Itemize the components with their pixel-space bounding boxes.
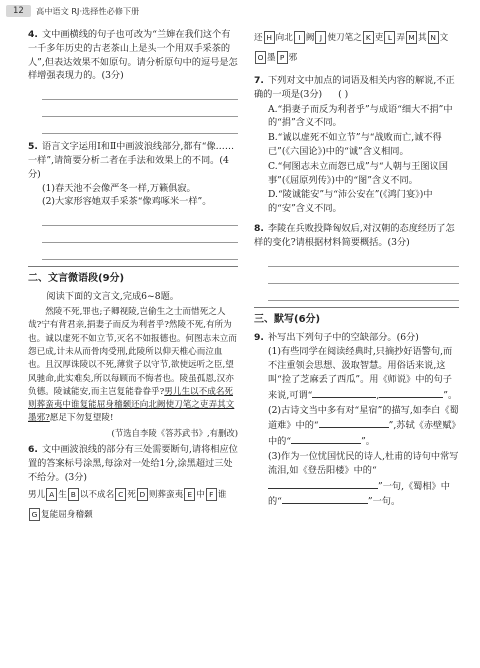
section-intro: 阅读下面的文言文,完成6~8题。	[46, 291, 179, 303]
option-box[interactable]: D	[137, 488, 148, 501]
question-6	[28, 443, 238, 524]
sentence-chunk: 中	[196, 489, 205, 500]
fill-item-1: (1)有些同学在阅读经典时,只摘抄好语警句,而不注重领会思想、汲取智慧。用俗话来说,这叫“捡了芝麻丢了西瓜”。用《师说》中的句子来说,可谓“ , ”。	[268, 346, 458, 401]
wavy-underlined-text: 男儿生以不成名死则葬蛮夷中谁复能屈身稽颡还向北阙使刀笔之吏弄其文墨邪?	[28, 386, 235, 424]
sentence-chunk: 墨	[267, 53, 276, 63]
option-box[interactable]: G	[29, 508, 40, 521]
left-column	[28, 28, 238, 531]
sentence-chunk: 吏	[374, 33, 384, 43]
option-box[interactable]: E	[184, 488, 195, 501]
sentence-chunk: 谁	[217, 489, 227, 500]
option-box[interactable]: P	[277, 51, 288, 64]
question-text: 文中画横线的句子也可改为“兰婶在我们这个有一千多年历史的古老茶山上是头一个用双手采茶的人”,但表达效果不如原句。请分析原句中的逗号是怎样增强表现力的。(3分)	[28, 29, 238, 82]
option-box[interactable]: H	[264, 31, 275, 44]
question-text: 李陵在兵败投降匈奴后,对汉朝的态度经历了怎样的变化?请根据材料简要概括。(3分)	[254, 222, 455, 248]
option-box[interactable]: I	[294, 31, 305, 44]
sentence-2: (2)大家形容她双手采茶“像鸡啄米一样”。	[42, 196, 212, 208]
option-d[interactable]: D.“陵诚能安”与“沛公安在”(《鸿门宴》)中的“安”含义不同。	[268, 189, 433, 215]
question-number: 4.	[28, 29, 38, 40]
classical-passage	[28, 306, 238, 426]
sentence-chunk: 向北	[275, 33, 293, 43]
question-9	[254, 331, 459, 510]
question-8	[254, 222, 459, 301]
sentence-chunk: 弄	[396, 33, 406, 43]
item-text: (1)有些同学在阅读经典时,只摘抄好语警句,而不注重领会思想、汲取智慧。用俗话来说,这叫“捡了芝麻丢了西瓜”。用《师说》中的句子来说,可谓“	[268, 346, 453, 401]
sentence-chunk: 还	[254, 33, 263, 43]
sentence-chunk: 文	[439, 33, 449, 43]
punctuation-sentence	[28, 485, 238, 525]
page-header	[0, 0, 480, 22]
fill-item-3	[268, 450, 459, 509]
option-box[interactable]: N	[428, 31, 439, 44]
page-number: 12	[6, 5, 31, 17]
sentence-chunk: 则葬蛮夷	[148, 489, 184, 500]
answer-line[interactable]	[268, 267, 459, 284]
option-box[interactable]: A	[46, 488, 57, 501]
sentence-chunk: 男儿	[28, 489, 46, 500]
question-number: 7.	[254, 75, 264, 86]
item-text: (3)作为一位忧国忧民的诗人,杜甫的诗句中常写流泪,如《登岳阳楼》中的“	[268, 450, 459, 476]
question-text: 补写出下列句子中的空缺部分。(6分)	[268, 331, 419, 343]
sentence-chunk: 其	[418, 33, 427, 43]
passage-text: 愿足下勿复望陵!	[49, 413, 114, 424]
option-box[interactable]: M	[406, 31, 417, 44]
question-number: 6.	[28, 444, 38, 456]
item-text: ”一句。	[367, 496, 401, 508]
blank-field[interactable]	[312, 387, 376, 398]
option-b[interactable]: B.“诚以虚死不如立节”与“战败而亡,诚不得已”(《六国论》)中的“诚”含义相同。	[268, 132, 442, 157]
answer-parentheses[interactable]: ( )	[338, 88, 349, 100]
question-4	[28, 28, 238, 134]
section-heading: 二、文言微语段(9分)	[28, 266, 238, 286]
question-7	[254, 74, 459, 216]
item-text: ”。	[443, 389, 458, 401]
sentence-1: (1)春天池不会像严冬一样,万籁俱寂。	[42, 182, 196, 194]
question-text: 下列对文中加点的词语及相关内容的解说,不正确的一项是(3分)	[254, 75, 455, 100]
sentence-chunk: 以不成名	[79, 489, 115, 500]
blank-field[interactable]	[268, 478, 378, 489]
question-number: 9.	[254, 331, 264, 343]
option-box[interactable]: L	[384, 31, 395, 44]
sentence-chunk: 阙	[305, 33, 315, 43]
sentence-chunk: 邪	[288, 53, 298, 63]
option-box[interactable]: B	[68, 488, 79, 501]
option-box[interactable]: K	[363, 31, 374, 44]
blank-field[interactable]	[319, 417, 389, 428]
item-text: ”,苏轼《赤壁赋》中的“	[268, 420, 456, 448]
punctuation-sentence-continued	[254, 28, 459, 68]
question-text: 文中画波浪线的部分有三处需要断句,请将相应位置的答案标号涂黑,每涂对一处给1分,涂黑超过三处不给分。(3分)	[28, 444, 238, 483]
option-box[interactable]: J	[315, 31, 326, 44]
answer-line[interactable]	[42, 83, 238, 100]
passage-source: (节选自李陵《答苏武书》,有删改)	[111, 427, 238, 438]
blank-field[interactable]	[291, 433, 361, 444]
question-number: 8.	[254, 222, 264, 234]
answer-line[interactable]	[42, 209, 238, 226]
sentence-chunk: 生	[58, 489, 67, 500]
section-heading: 三、默写(6分)	[254, 307, 459, 327]
question-5	[28, 140, 238, 260]
sentence-chunk: 死	[127, 489, 136, 500]
question-text: 语言文字运用Ⅰ和Ⅱ中画波浪线部分,都有“像……一样”,请简要分析二者在手法和效果上的不同。(4分)	[28, 141, 235, 180]
answer-line[interactable]	[42, 243, 238, 260]
answer-line[interactable]	[42, 117, 238, 134]
option-box[interactable]: F	[206, 488, 217, 501]
option-c[interactable]: C.“何图志未立而怨已成”与“人朝与王图议国事”(《屈原列传》)中的“图”含义不同。	[268, 160, 448, 186]
blank-field[interactable]	[282, 493, 368, 504]
item-text: ”一句,《蜀相》中的“	[268, 480, 450, 508]
blank-field[interactable]	[379, 387, 443, 398]
question-number: 5.	[28, 141, 38, 153]
item-text: (2)古诗文当中多有对“星宿”的描写,如李白《蜀道难》中的“	[268, 404, 459, 432]
answer-line[interactable]	[42, 226, 238, 243]
option-box[interactable]: O	[255, 51, 266, 64]
passage-text: 然陵不死,罪也;子卿视陵,岂偷生之士而惜死之人哉?宁有背君亲,捐妻子而反为利者乎?然陵不死,有所为也。诚以虚死不如立节,灭名不如报德也。何图志未立而怨已成,计未从而骨肉受刑,此陵所以仰天椎心而泣血也。且汉厚诛陵以不死,薄赏子以守节,欲使远听之臣,望风驰命,此实难矣,所以每顾而不悔者也。陵虽孤恩,汉亦负德。陵诚能安,而主岂复能眷眷乎?	[28, 306, 237, 397]
option-a[interactable]: A.“捐妻子而反为利者乎”与成语“细大不捐”中的“捐”含义不同。	[268, 103, 453, 129]
right-column	[254, 28, 459, 515]
header-title: 高中语文 RJ·选择性必修下册	[36, 6, 140, 16]
sentence-chunk: 复能屈身稽颡	[41, 509, 93, 520]
answer-line[interactable]	[268, 284, 459, 301]
sentence-chunk: 使刀笔之	[327, 33, 362, 43]
option-box[interactable]: C	[115, 488, 126, 501]
answer-line[interactable]	[42, 100, 238, 117]
answer-line[interactable]	[268, 250, 459, 267]
fill-item-2	[268, 404, 459, 449]
item-text: ”。	[361, 436, 375, 448]
